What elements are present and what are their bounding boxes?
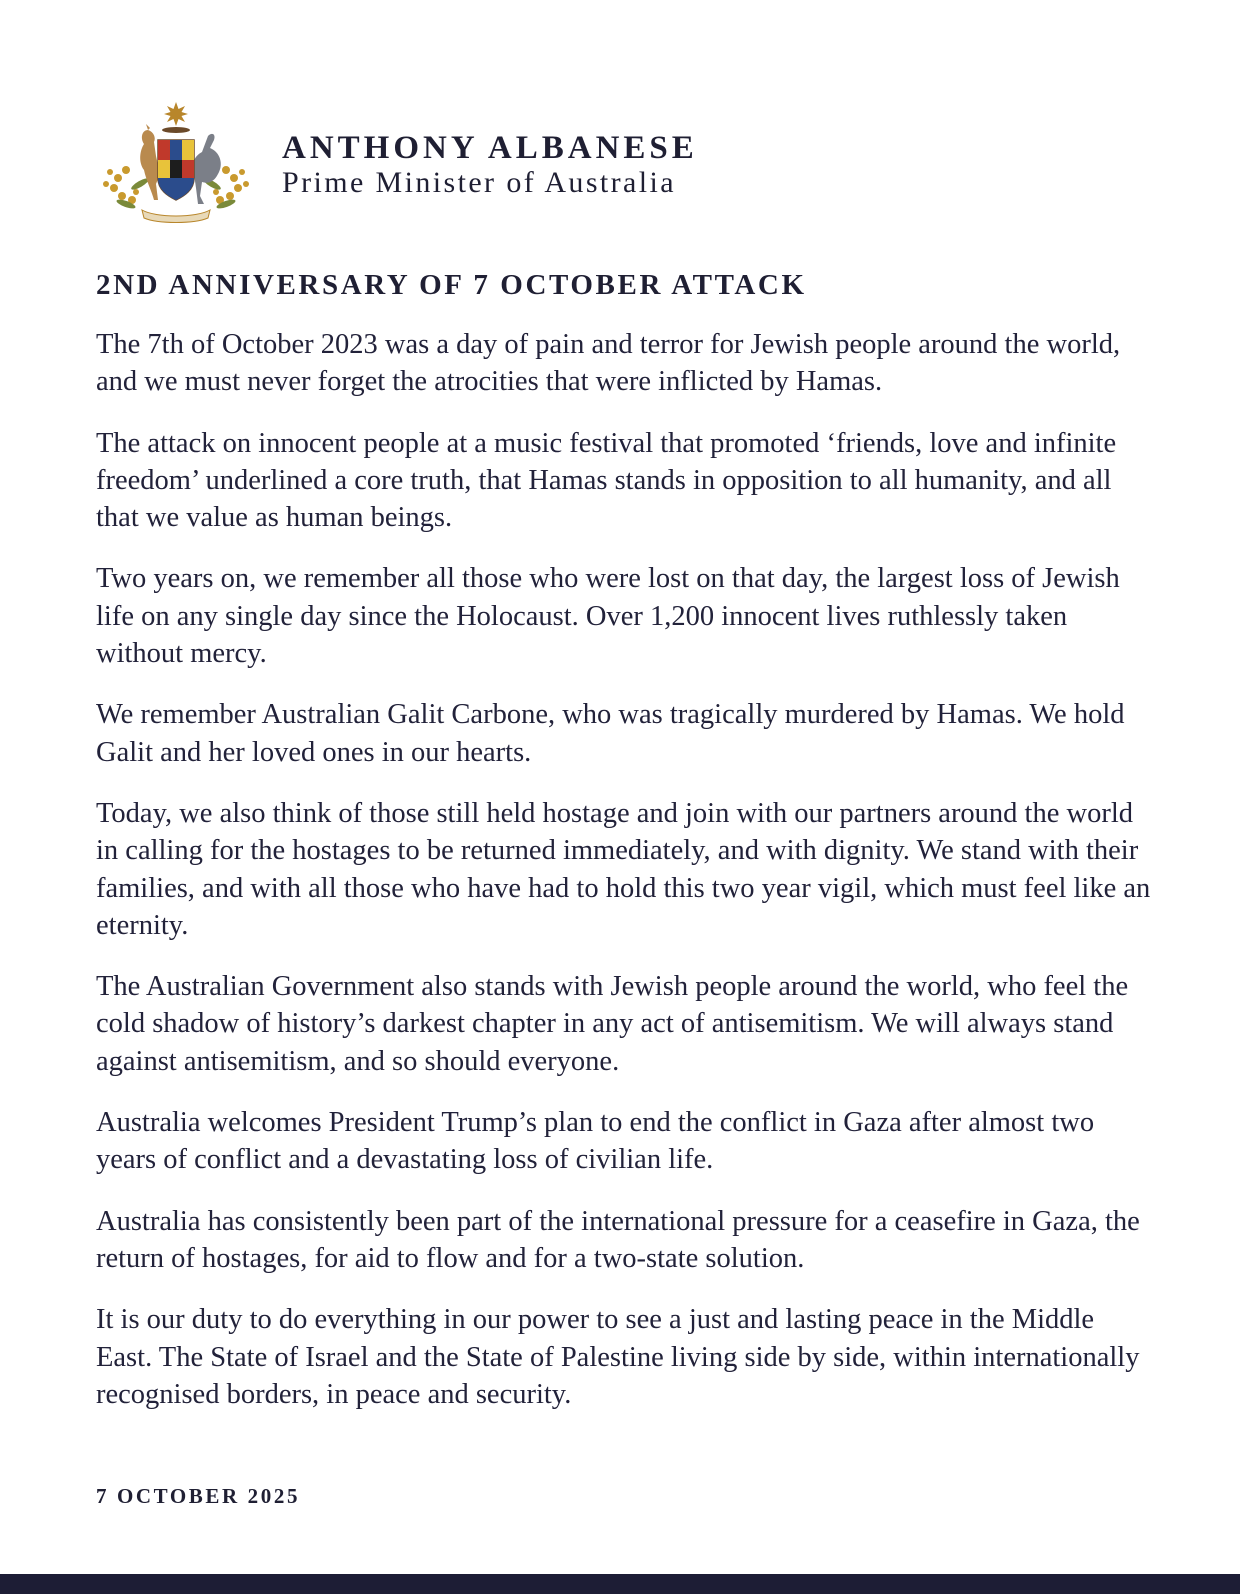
prime-minister-title: Prime Minister of Australia: [282, 166, 676, 199]
statement-paragraph: Two years on, we remember all those who were lost on that day, the largest loss of Jewish life on any single day since the Holocaust. Over 1,200 innocent lives ruthlessly taken without mercy.: [96, 563, 1120, 670]
statement-paragraph: The attack on innocent people at a music festival that promoted ‘friends, love and infinite freedom’ underlined a core truth, that Hamas stands in opposition to all humanity, and all that we value as human beings.: [96, 427, 1117, 534]
statement-paragraph: Australia has consistently been part of the international pressure for a ceasefire in Gaza, the return of hostages, for aid to flow and for a two-state solution.: [96, 1205, 1140, 1274]
statement-paragraph: It is our duty to do everything in our power to see a just and lasting peace in the Middle East. The State of Israel and the State of Palestine living side by side, within internationally recognised borders, in peace and security.: [96, 1304, 1140, 1410]
footer-bar: [0, 1574, 1240, 1594]
statement-paragraph: We remember Australian Galit Carbone, who was tragically murdered by Hamas. We hold Galit and her loved ones in our hearts.: [96, 699, 1125, 768]
statement-paragraph: The Australian Government also stands with Jewish people around the world, who feel the cold shadow of history’s darkest chapter in any act of antisemitism. We will always stand against antisemitism, and so should everyone.: [96, 971, 1129, 1077]
statement-body: [96, 268, 1156, 1437]
prime-minister-name: ANTHONY ALBANESE: [282, 130, 698, 166]
statement-paragraph: The 7th of October 2023 was a day of pain and terror for Jewish people around the world, and we must never forget the atrocities that were inflicted by Hamas.: [96, 329, 1121, 398]
statement-date: 7 OCTOBER 2025: [96, 1484, 301, 1508]
coat-of-arms-icon: [96, 100, 256, 226]
statement-heading: 2ND ANNIVERSARY OF 7 OCTOBER ATTACK: [96, 269, 807, 301]
statement-paragraph: Today, we also think of those still held hostage and join with our partners around the world in calling for the hostages to be returned immediately, and with dignity. We stand with their families, and with all those who have had to hold this two year vigil, which must feel like an eternity.: [96, 797, 1151, 941]
letterhead: [96, 100, 698, 226]
letterhead-text: [282, 130, 698, 200]
statement-paragraph: Australia welcomes President Trump’s plan to end the conflict in Gaza after almost two years of conflict and a devastating loss of civilian life.: [96, 1107, 1095, 1176]
